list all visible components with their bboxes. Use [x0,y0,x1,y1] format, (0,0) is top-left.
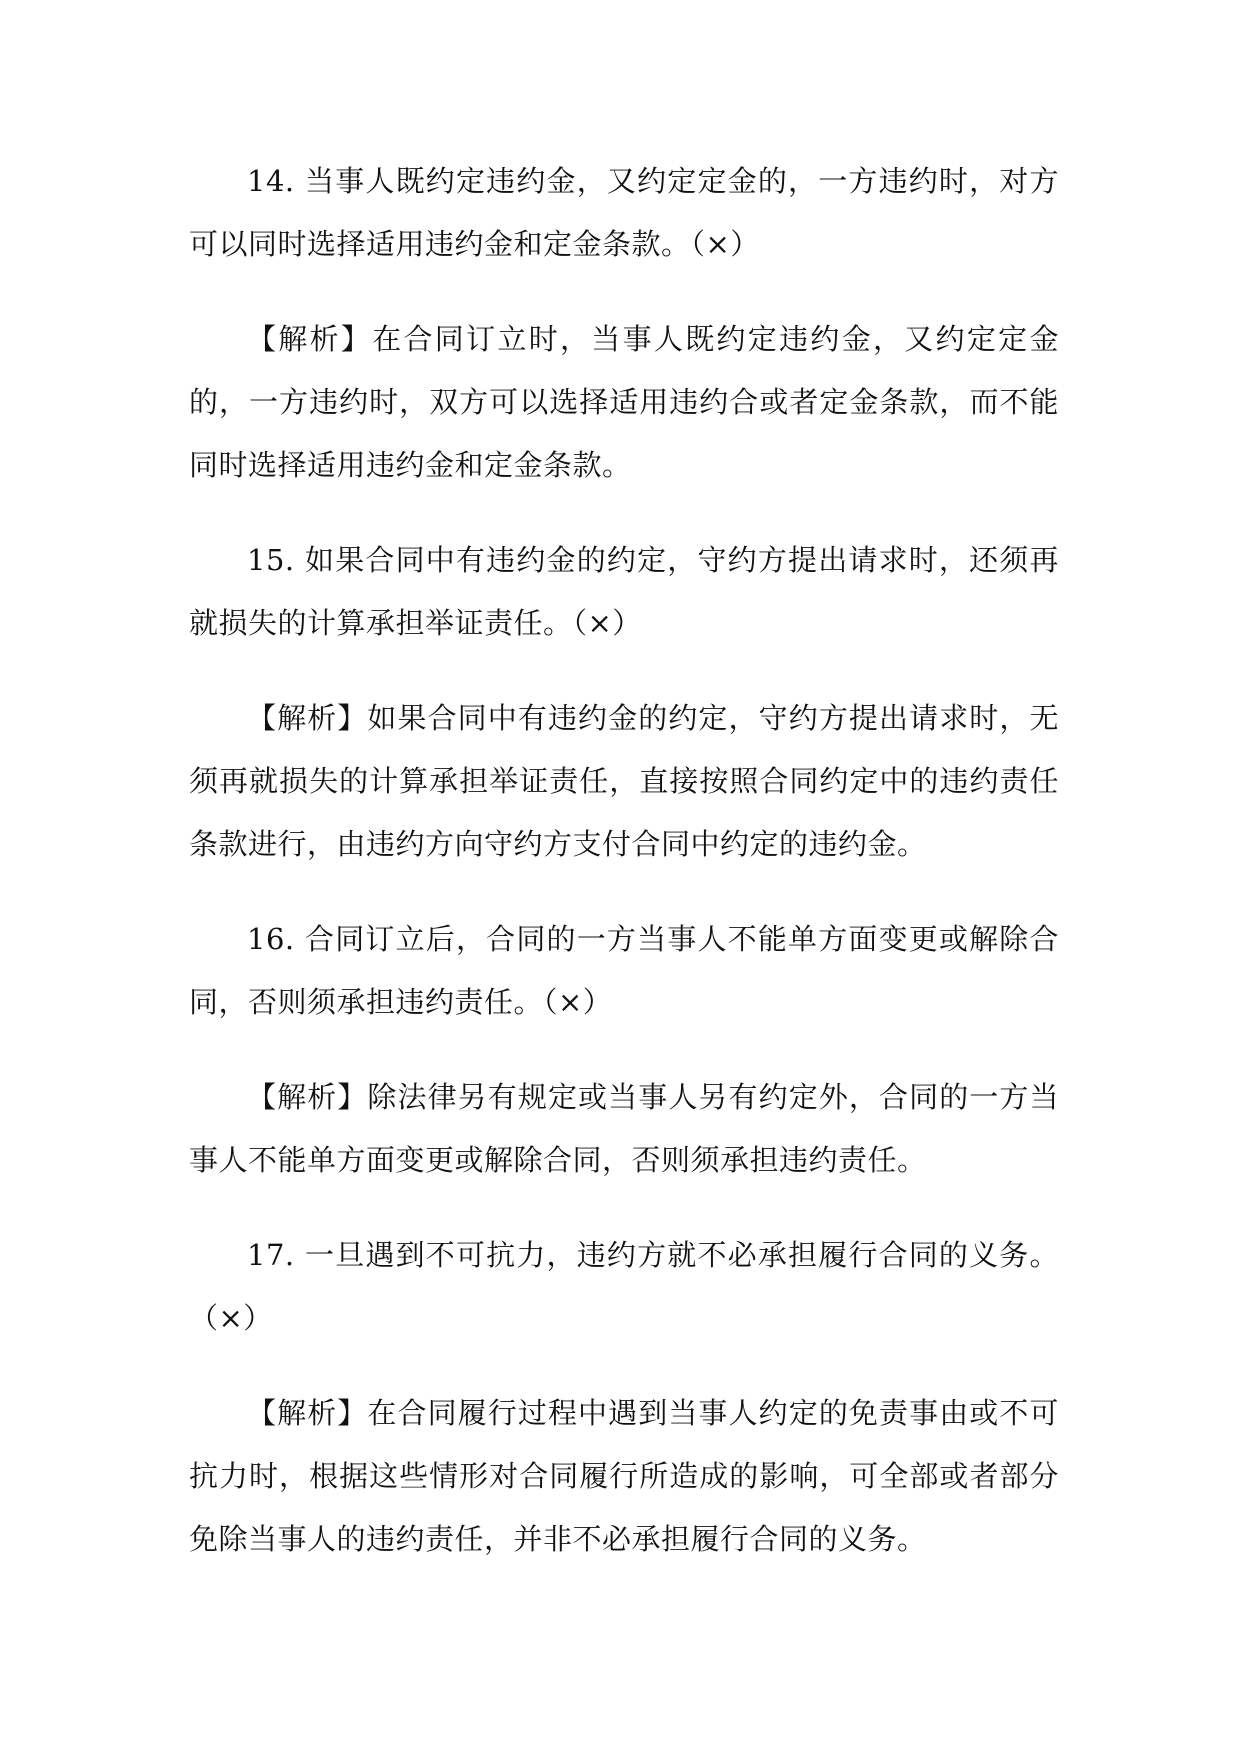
analysis-15: 【解析】如果合同中有违约金的约定，守约方提出请求时，无须再就损失的计算承担举证责任，直接按照合同约定中的违约责任条款进行，由违约方向守约方支付合同中约定的违约金。 [189,701,1059,861]
analysis-17: 【解析】在合同履行过程中遇到当事人约定的免责事由或不可抗力时，根据这些情形对合同履行所造成的影响，可全部或者部分免除当事人的违约责任，并非不必承担履行合同的义务。 [189,1396,1059,1556]
question-15: 15. 如果合同中有违约金的约定，守约方提出请求时，还须再就损失的计算承担举证责任。（×） [189,543,1059,640]
document-body [189,150,1059,1603]
question-14: 14. 当事人既约定违约金，又约定定金的，一方违约时，对方可以同时选择适用违约金和定金条款。（×） [189,164,1059,261]
analysis-16: 【解析】除法律另有规定或当事人另有约定外，合同的一方当事人不能单方面变更或解除合同，否则须承担违约责任。 [189,1080,1059,1177]
analysis-14: 【解析】在合同订立时，当事人既约定违约金，又约定定金的，一方违约时，双方可以选择适用违约合或者定金条款，而不能同时选择适用违约金和定金条款。 [189,322,1059,482]
question-17: 17. 一旦遇到不可抗力，违约方就不必承担履行合同的义务。（×） [189,1238,1059,1335]
question-16: 16. 合同订立后，合同的一方当事人不能单方面变更或解除合同，否则须承担违约责任。（×） [189,922,1059,1019]
